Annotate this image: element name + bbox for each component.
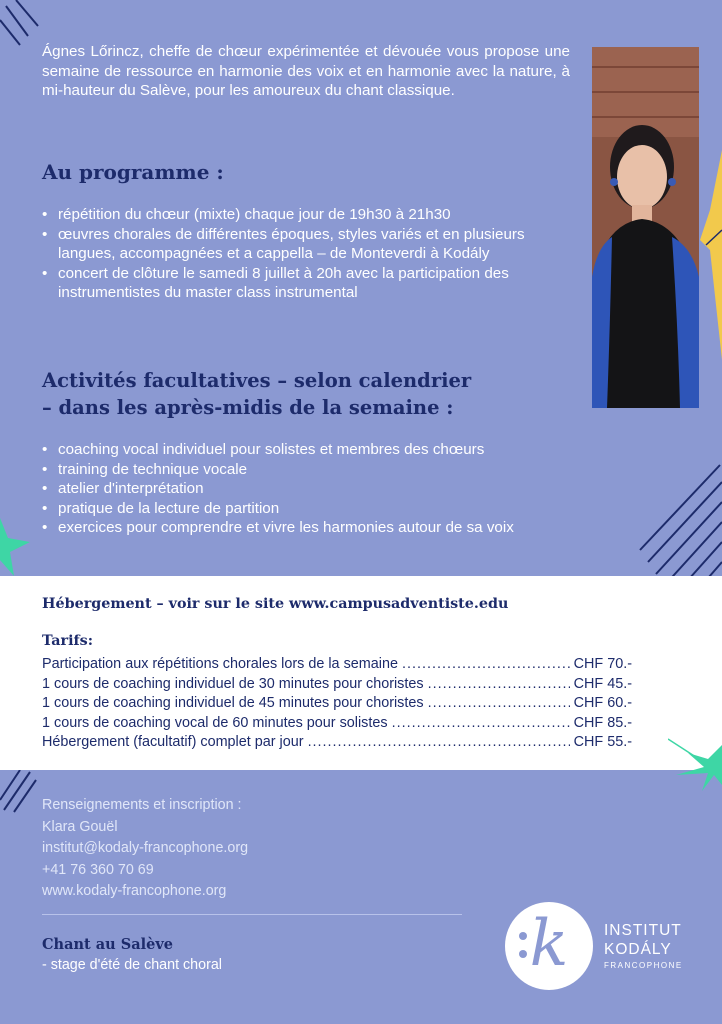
portrait-photo — [592, 47, 699, 408]
decorative-green-splash — [668, 725, 722, 795]
divider — [42, 914, 462, 915]
logo-line-institut: INSTITUT — [604, 922, 682, 939]
activities-list — [42, 440, 602, 538]
tarif-label: 1 cours de coaching vocal de 60 minutes pour solistes — [42, 714, 388, 731]
logo-line-francophone: FRANCOPHONE — [604, 961, 683, 970]
tarif-row — [42, 694, 632, 714]
decorative-yellow-shape — [700, 150, 722, 360]
activities-heading-line1: Activités facultatives – selon calendrier — [42, 369, 472, 392]
tarif-label: 1 cours de coaching individuel de 30 minutes pour choristes — [42, 675, 424, 692]
list-item: • concert de clôture le samedi 8 juillet à 20h avec la participation des instrumentistes du master class instrumental — [42, 264, 552, 303]
leader-dots — [308, 733, 570, 753]
logo-dots-icon — [505, 902, 593, 990]
activities-heading-line2: – dans les après-midis de la semaine : — [42, 396, 454, 419]
tarif-label: 1 cours de coaching individuel de 45 minutes pour choristes — [42, 695, 424, 711]
contact-title: Renseignements et inscription : — [42, 797, 242, 813]
logo-line-kodaly: KODÁLY — [604, 941, 672, 958]
tarif-price: CHF 85.- — [573, 714, 632, 731]
list-item: • coaching vocal individuel pour solistes et membres des chœurs — [42, 440, 602, 460]
decorative-stripes-bottom-left — [0, 770, 40, 815]
tarif-label: Participation aux répétitions chorales lors de la semaine — [42, 656, 398, 672]
decorative-green-star-left — [0, 508, 40, 578]
tarif-price: CHF 60.- — [573, 695, 632, 711]
activities-heading — [42, 367, 562, 421]
tarif-price: CHF 45.- — [573, 675, 632, 692]
intro-paragraph: Ágnes Lőrincz, cheffe de chœur expérimentée et dévouée vous propose une semaine de ressource en harmonie des voix et en harmonie avec la nature, à mi-hauteur du Salève, pour les amoureux du chant classique. — [42, 43, 570, 99]
tarif-row — [42, 733, 632, 753]
contact-website-link[interactable]: www.kodaly-francophone.org — [42, 883, 227, 899]
logo-letter-k: k — [529, 907, 569, 981]
tarif-price: CHF 55.- — [573, 734, 632, 750]
list-item: • œuvres chorales de différentes époques, styles variés et en plusieurs langues, accompagnées et a cappella – de Monteverdi à Kodály — [42, 225, 552, 264]
tarif-row — [42, 675, 632, 695]
list-item: • exercices pour comprendre et vivre les harmonies autour de sa voix — [42, 518, 602, 538]
tarif-row — [42, 655, 632, 675]
programme-list — [42, 205, 552, 303]
leader-dots — [402, 655, 570, 675]
footer-title: Chant au Salève — [42, 936, 174, 953]
tarifs-table — [42, 655, 632, 753]
leader-dots — [428, 675, 570, 695]
logo-wordmark — [604, 921, 683, 970]
list-item: • atelier d'interprétation — [42, 479, 602, 499]
contact-phone[interactable]: +41 76 360 70 69 — [42, 861, 154, 878]
tarif-price: CHF 70.- — [573, 656, 632, 672]
list-item: • training de technique vocale — [42, 460, 602, 480]
tarif-row — [42, 714, 632, 734]
contact-block — [42, 795, 248, 903]
programme-heading: Au programme : — [42, 160, 224, 184]
contact-name: Klara Gouël — [42, 818, 118, 835]
tarifs-title: Tarifs: — [42, 633, 93, 649]
leader-dots — [392, 714, 570, 734]
tarif-label: Hébergement (facultatif) complet par jour — [42, 734, 304, 750]
footer-subtitle: - stage d'été de chant choral — [42, 957, 222, 973]
leader-dots — [428, 694, 570, 714]
list-item: • pratique de la lecture de partition — [42, 499, 602, 519]
contact-email-link[interactable]: institut@kodaly-francophone.org — [42, 840, 249, 856]
accommodation-line: Hébergement – voir sur le site www.campusadventiste.edu — [42, 596, 509, 612]
list-item: • répétition du chœur (mixte) chaque jour de 19h30 à 21h30 — [42, 205, 552, 225]
